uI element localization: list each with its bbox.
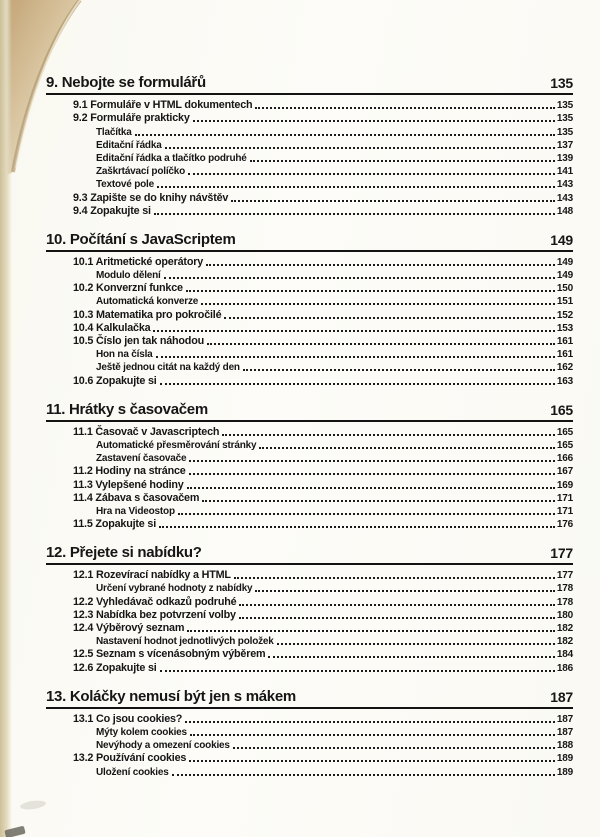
toc-entry-page-number: 135 [556, 100, 573, 112]
toc-chapter [46, 544, 573, 674]
toc-entry-page-number: 182 [556, 623, 573, 634]
toc-entry-label: 12.5 Seznam s vícenásobným výběrem [73, 648, 266, 661]
toc-entry-page-number: 180 [556, 609, 573, 621]
toc-entry-page-number: 161 [556, 336, 573, 347]
dot-leader [207, 343, 555, 345]
chapter-title: 13. Koláčky nemusí být jen s mákem [46, 687, 296, 705]
toc-entry-page-number: 135 [556, 113, 573, 125]
toc-entry [96, 438, 573, 451]
toc-chapter [46, 231, 573, 387]
chapter-page-number: 187 [550, 688, 573, 705]
toc-entry [73, 307, 573, 320]
dot-leader [159, 526, 555, 528]
toc-chapter-heading [46, 401, 573, 422]
toc-entry-page-number: 161 [556, 349, 573, 361]
toc-entry-label: 12.4 Výběrový seznam [73, 622, 185, 634]
toc-entry-page-number: 162 [556, 362, 573, 374]
toc-entry-page-number: 184 [556, 649, 573, 661]
dot-leader [268, 656, 554, 658]
dot-leader [164, 277, 555, 279]
toc-entry-page-number: 149 [556, 256, 573, 268]
dot-leader [250, 160, 555, 162]
toc-entry [96, 164, 573, 177]
dot-leader [157, 186, 555, 188]
toc-entry-page-number: 187 [556, 713, 573, 725]
dot-leader [255, 590, 554, 592]
toc-entry-label: Uložení cookies [96, 766, 169, 778]
toc-entry [73, 594, 573, 607]
toc-entry-page-number: 176 [556, 519, 573, 531]
toc-entry [96, 451, 573, 464]
toc-chapter-heading [46, 688, 573, 709]
toc-entry-page-number: 153 [556, 322, 573, 334]
toc-entry-page-number: 143 [556, 179, 573, 191]
toc-entry-label: 9.1 Formuláře v HTML dokumentech [73, 99, 253, 112]
toc-entry-label: 11.4 Zábava s časovačem [73, 491, 200, 504]
toc-entry-label: 13.2 Používání cookies [73, 752, 187, 765]
dot-leader [188, 173, 555, 175]
toc-entry-page-number: 186 [556, 662, 573, 674]
toc-entry-page-number: 167 [556, 466, 573, 478]
dot-leader [153, 330, 554, 332]
toc-entry [96, 294, 573, 307]
toc-entry-page-number: 169 [556, 479, 573, 491]
dot-leader [222, 434, 555, 436]
toc-entry [73, 204, 573, 217]
scan-smudge [20, 799, 47, 811]
toc-entry-page-number: 163 [556, 375, 573, 387]
dot-leader [206, 264, 555, 266]
toc-entry-page-number: 171 [556, 505, 573, 517]
dot-leader [277, 643, 555, 645]
chapter-page-number: 177 [550, 545, 573, 562]
toc-entry [73, 660, 573, 673]
chapter-page-number: 149 [550, 231, 573, 248]
toc-entry-label: 10.2 Konverzní funkce [73, 282, 183, 295]
toc-entry-label: Zastavení časovače [96, 453, 187, 465]
toc-entry [73, 98, 573, 111]
toc-entry-label: 12.2 Vyhledávač odkazů podruhé [73, 595, 237, 608]
toc-entry-label: Automatická konverze [96, 296, 199, 308]
toc-entry [96, 268, 573, 281]
toc-entry-label: 11.3 Vylepšené hodiny [73, 478, 184, 491]
toc-entry-page-number: 148 [556, 205, 573, 217]
dot-leader [224, 317, 554, 319]
toc-entry-label: 12.6 Zopakujte si [73, 661, 157, 674]
toc-entry-label: 11.5 Zopakujte si [73, 518, 157, 531]
toc-entry-label: Hon na čísla [96, 349, 153, 361]
toc-entry [96, 581, 573, 594]
toc-entry-page-number: 178 [556, 583, 573, 595]
toc-entry [73, 621, 573, 634]
toc-entry [96, 151, 573, 164]
toc-entry [96, 124, 573, 137]
toc-entry-page-number: 137 [556, 139, 573, 151]
toc-chapter [46, 688, 573, 778]
toc-chapter [46, 401, 573, 531]
toc-entry-label: 10.5 Číslo jen tak náhodou [73, 335, 204, 347]
toc-entry-page-number: 188 [556, 740, 573, 752]
toc-entry-page-number: 182 [556, 636, 573, 648]
toc-entry [73, 190, 573, 203]
toc-entry-page-number: 152 [556, 309, 573, 321]
toc-entry-label: 9.4 Zopakujte si [73, 204, 151, 217]
scan-edge-strip [0, 0, 12, 837]
toc-chapter-heading [46, 231, 573, 252]
dot-leader [156, 356, 555, 358]
toc-entry [73, 464, 573, 477]
toc-entry-label: 9.3 Zapište se do knihy návštěv [73, 191, 229, 204]
toc-content [46, 74, 573, 778]
toc-chapter-heading [46, 544, 573, 565]
chapter-title: 9. Nebojte se formulářů [46, 74, 206, 91]
toc-entry-label: Textové pole [96, 179, 154, 191]
toc-entry-label: Editační řádka [96, 139, 162, 151]
toc-entry-page-number: 150 [556, 283, 573, 295]
toc-entry [96, 347, 573, 360]
chapter-page-number: 135 [550, 75, 573, 91]
dot-leader [185, 721, 555, 723]
toc-entry [73, 255, 573, 268]
chapter-page-number: 165 [550, 401, 573, 418]
toc-entry [96, 504, 573, 517]
toc-entry-page-number: 165 [556, 426, 573, 438]
toc-entry-page-number: 165 [556, 439, 573, 451]
toc-entry [96, 360, 573, 373]
toc-entry [73, 425, 573, 438]
toc-entry [73, 517, 573, 530]
toc-entry-page-number: 135 [556, 126, 573, 138]
toc-chapter [46, 74, 573, 217]
dot-leader [233, 747, 555, 749]
dot-leader [239, 604, 554, 606]
toc-entry-label: Zaškrtávací políčko [96, 166, 186, 178]
dot-leader [243, 369, 555, 371]
toc-entry [96, 738, 573, 751]
dot-leader [186, 290, 555, 292]
dot-leader [160, 670, 555, 672]
toc-entry [96, 177, 573, 190]
toc-entry [73, 477, 573, 490]
dot-leader [239, 617, 555, 619]
toc-entry [73, 281, 573, 294]
dot-leader [190, 734, 555, 736]
dot-leader [231, 200, 555, 202]
toc-entry-label: 13.1 Co jsou cookies? [73, 712, 183, 725]
toc-entry-label: Hra na Videostop [96, 505, 175, 517]
toc-entry-label: 11.1 Časovač v Javascriptech [73, 425, 220, 438]
toc-entry [73, 111, 573, 124]
toc-entry [96, 725, 573, 738]
toc-entry-label: Ještě jednou citát na každý den [96, 362, 240, 374]
toc-entry-label: Mýty kolem cookies [96, 726, 187, 738]
toc-entry-label: 10.6 Zopakujte si [73, 374, 157, 387]
toc-entry-page-number: 149 [556, 270, 573, 282]
toc-entry-label: 11.2 Hodiny na stránce [73, 465, 186, 478]
toc-entry-page-number: 143 [556, 192, 573, 204]
toc-entry-label: Určení vybrané hodnoty z nabídky [96, 583, 253, 595]
dot-leader [189, 473, 555, 475]
dot-leader [160, 383, 555, 385]
toc-entry [73, 647, 573, 660]
toc-entry-label: Editační řádka a tlačítko podruhé [96, 152, 247, 164]
dot-leader [193, 120, 555, 122]
toc-entry [73, 712, 573, 725]
toc-entry [73, 608, 573, 621]
toc-entry [96, 138, 573, 151]
toc-chapter-heading [46, 74, 573, 95]
toc-entry-label: Modulo dělení [96, 270, 161, 282]
dot-leader [201, 303, 555, 305]
toc-entry [73, 334, 573, 347]
toc-entry-page-number: 189 [556, 753, 573, 765]
chapter-title: 11. Hrátky s časovačem [46, 400, 208, 418]
toc-entry-page-number: 166 [556, 453, 573, 465]
toc-entry-page-number: 187 [556, 726, 573, 738]
dot-leader [178, 513, 555, 515]
toc-entry [96, 634, 573, 647]
dot-leader [259, 447, 555, 449]
toc-entry-label: 10.1 Aritmetické operátory [73, 255, 204, 268]
dot-leader [234, 577, 555, 579]
dot-leader [189, 460, 555, 462]
toc-entry-label: 9.2 Formuláře prakticky [73, 112, 190, 125]
dot-leader [202, 500, 555, 502]
chapter-title: 12. Přejete si nabídku? [46, 544, 202, 562]
dot-leader [187, 487, 555, 489]
toc-entry [73, 321, 573, 334]
toc-entry-page-number: 151 [556, 296, 573, 308]
toc-entry-label: Nevýhody a omezení cookies [96, 740, 230, 752]
toc-entry-page-number: 141 [556, 166, 573, 178]
toc-entry-label: 12.3 Nabídka bez potvrzení volby [73, 608, 236, 621]
toc-entry-page-number: 171 [556, 492, 573, 504]
toc-entry [73, 751, 573, 764]
dot-leader [135, 134, 555, 136]
toc-entry-page-number: 189 [556, 766, 573, 778]
dot-leader [154, 213, 555, 215]
toc-entry-page-number: 139 [556, 152, 573, 164]
toc-entry-label: Nastavení hodnot jednotlivých položek [96, 636, 274, 648]
toc-entry-label: 12.1 Rozevírací nabídky a HTML [73, 569, 231, 582]
toc-entry [73, 491, 573, 504]
toc-entry [73, 568, 573, 581]
dot-leader [172, 774, 555, 776]
chapter-title: 10. Počítání s JavaScriptem [46, 230, 236, 248]
toc-entry-label: Automatické přesměrování stránky [96, 439, 257, 451]
toc-entry-label: Tlačítka [96, 126, 132, 138]
toc-entry-label: 10.4 Kalkulačka [73, 321, 151, 334]
dot-leader [165, 147, 555, 149]
dot-leader [187, 630, 555, 632]
toc-entry-page-number: 177 [556, 570, 573, 582]
toc-entry [73, 373, 573, 386]
toc-entry [96, 764, 573, 777]
toc-entry-label: 10.3 Matematika pro pokročilé [73, 308, 222, 321]
dot-leader [255, 107, 555, 109]
toc-entry-page-number: 178 [556, 596, 573, 608]
dot-leader [189, 760, 555, 762]
